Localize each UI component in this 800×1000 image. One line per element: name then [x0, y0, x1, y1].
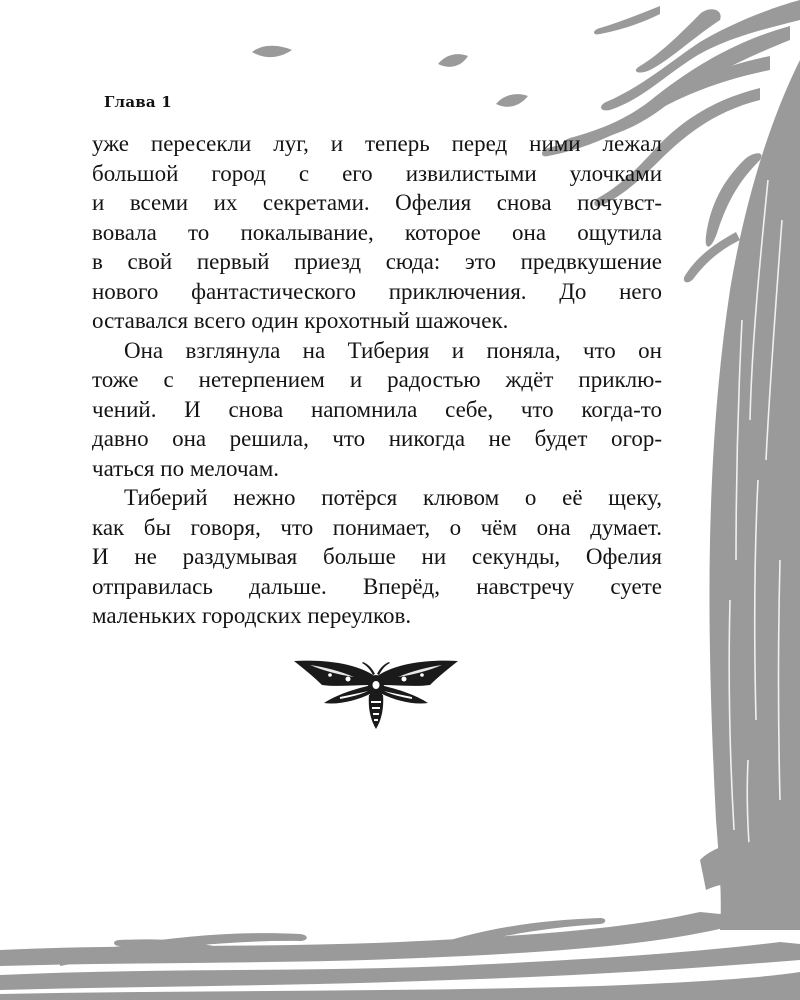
text-line: чений. И снова напомнила себе, что когда-то — [92, 396, 662, 422]
body-text — [92, 129, 662, 631]
text-line: тоже с нетерпением и радостью ждёт приклю- — [92, 367, 662, 392]
text-line: И не раздумывая больше ни секунды, Офелия — [92, 544, 662, 569]
text-line: нового фантастического приключения. До него — [92, 278, 662, 304]
moth-icon — [290, 655, 462, 731]
text-line: большой город с его извилистыми улочками — [92, 160, 662, 186]
text-line: Она взглянула на Тиберия и поняла, что он — [124, 337, 662, 363]
text-line: в свой первый приезд сюда: это предвкушение — [92, 249, 662, 274]
text-line: и всеми их секретами. Офелия снова почувст- — [92, 190, 662, 215]
text-line: уже пересекли луг, и теперь перед ними лежал — [92, 131, 662, 156]
text-line: как бы говоря, что понимает, о чём она думает. — [92, 514, 662, 540]
text-line: маленьких городских переулков. — [92, 603, 412, 628]
text-line: Тиберий нежно потёрся клювом о её щеку, — [124, 485, 662, 510]
text-line: оставался всего один крохотный шажочек. — [92, 308, 509, 333]
chapter-heading: Глава 1 — [104, 93, 172, 111]
text-line: вовала то покалывание, которое она ощутила — [92, 219, 662, 245]
text-line: отправилась дальше. Вперёд, навстречу суете — [92, 573, 662, 599]
text-line: давно она решила, что никогда не будет огор- — [92, 426, 662, 451]
leaf-icon — [252, 46, 528, 107]
text-line: чаться по мелочам. — [92, 455, 280, 481]
